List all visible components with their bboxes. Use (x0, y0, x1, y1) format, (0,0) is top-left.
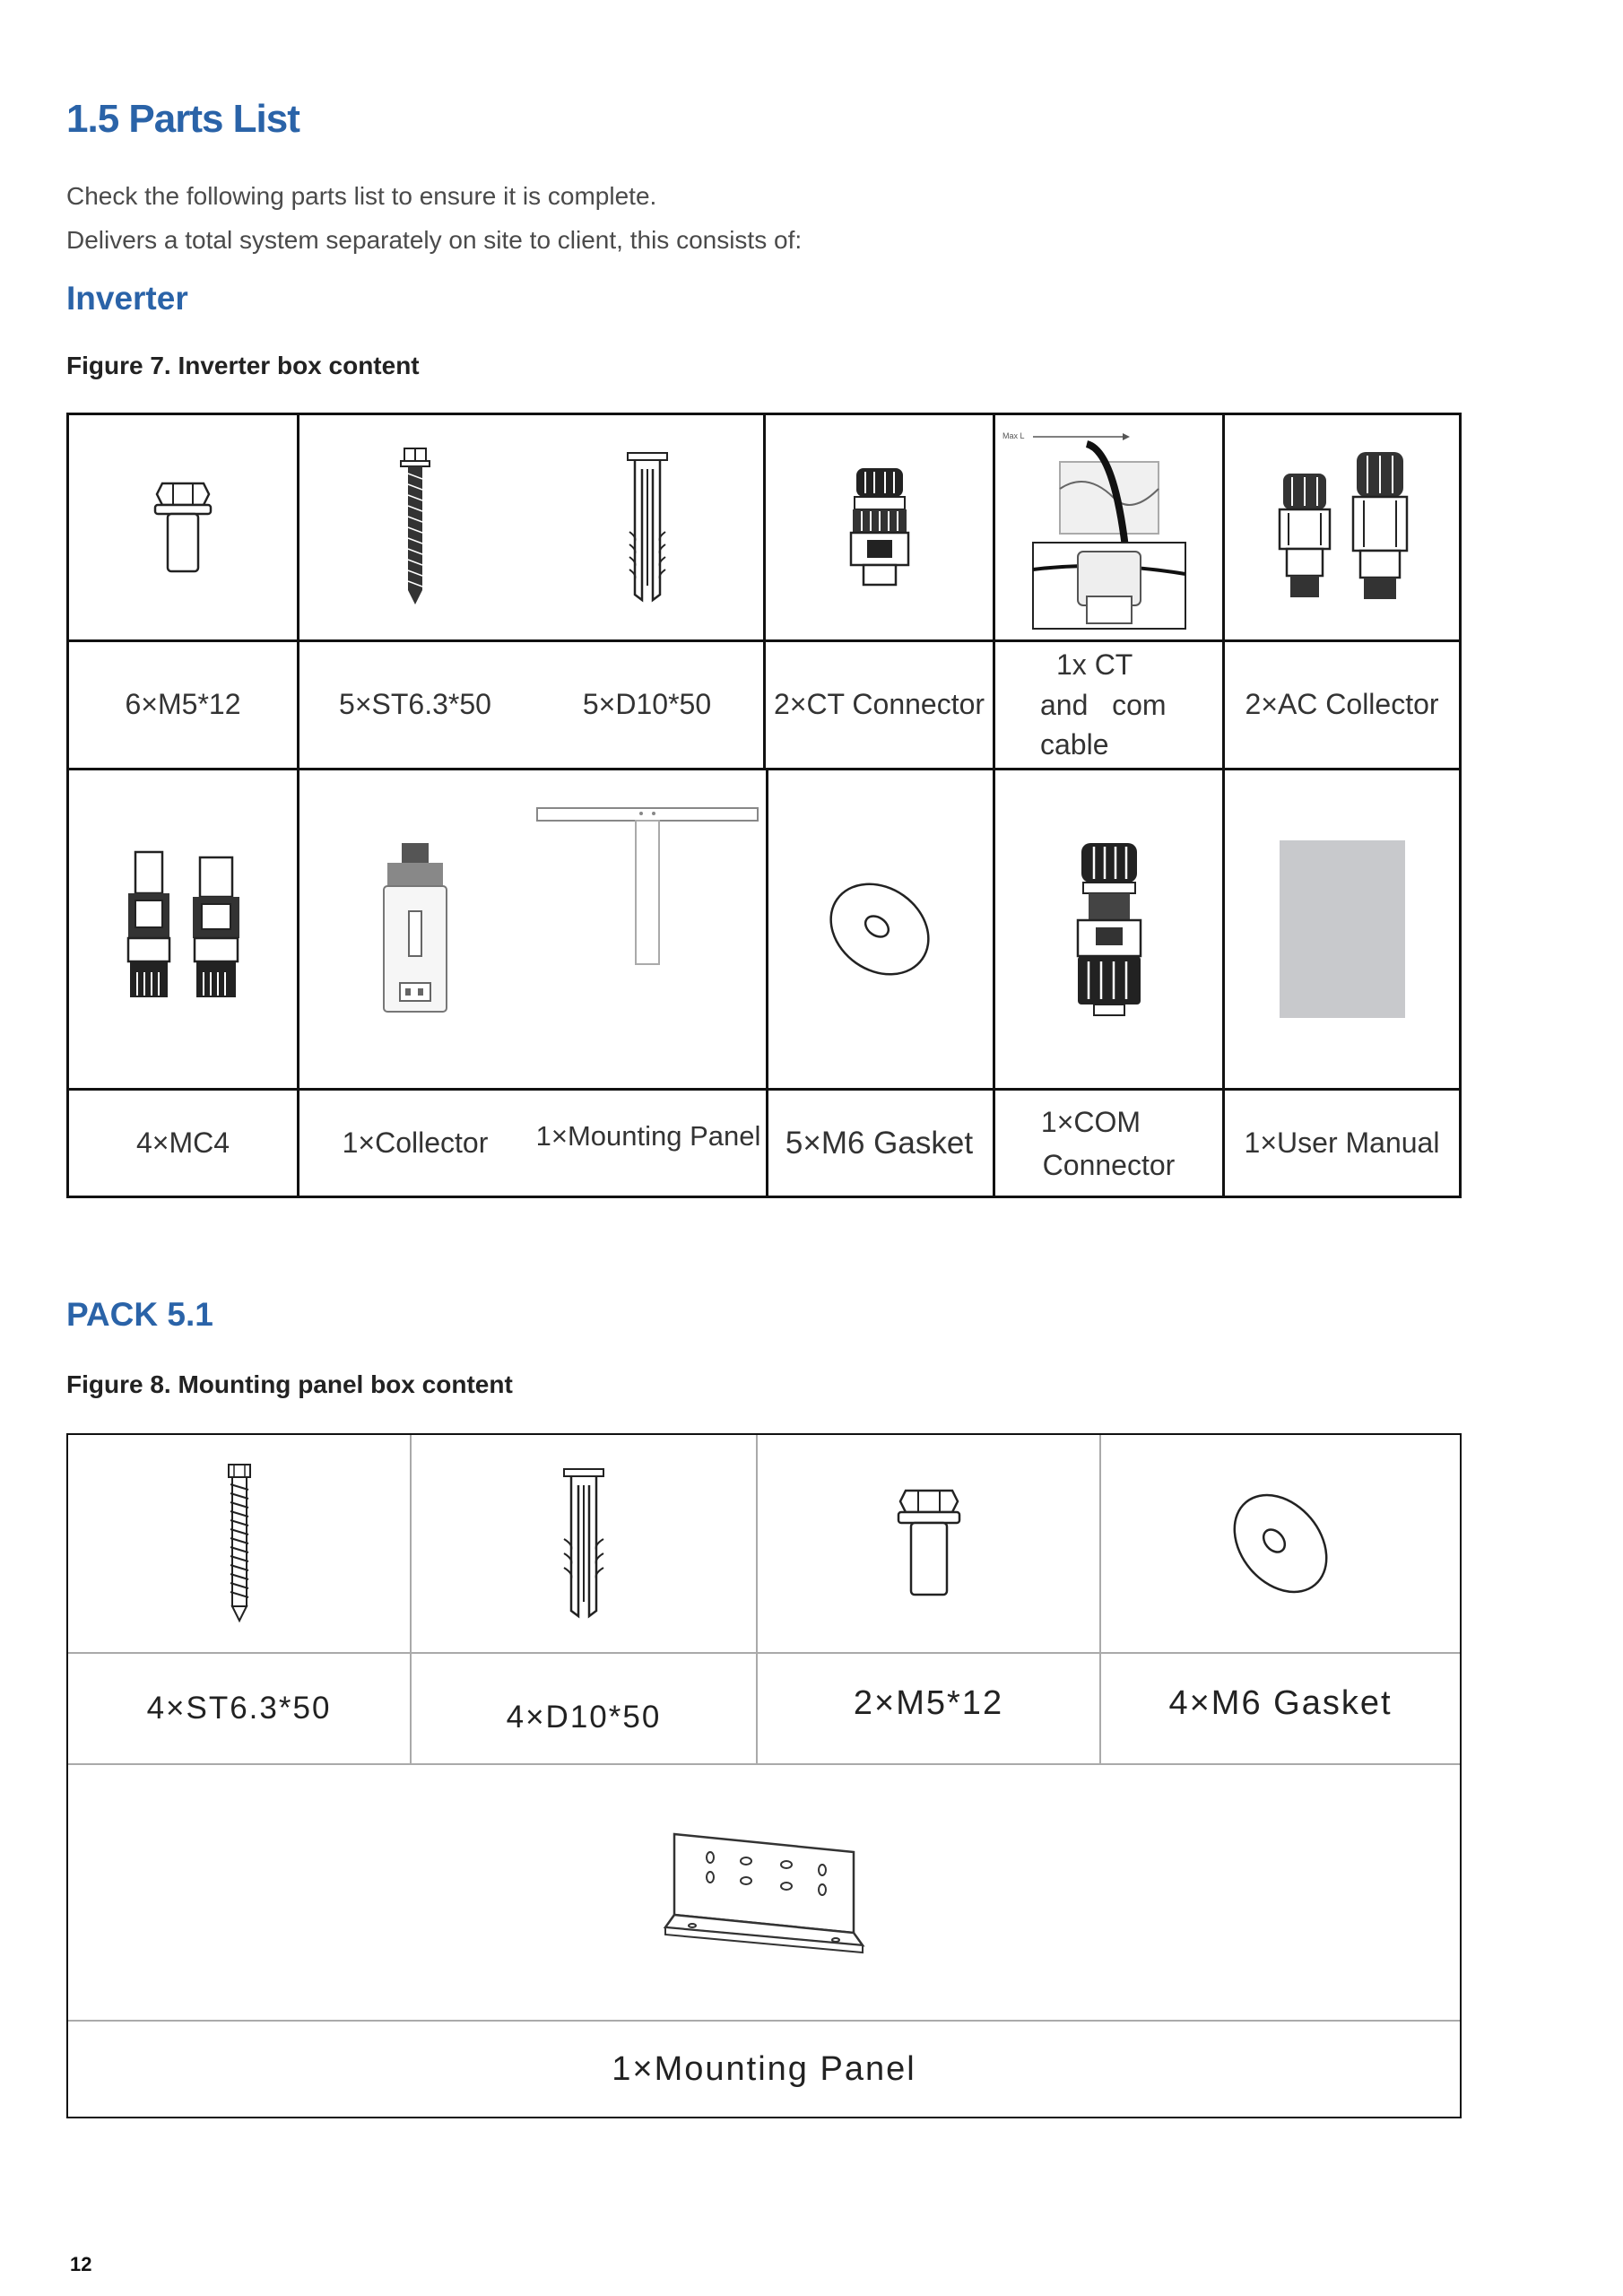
label-ct-com-cable-line-2: and com (1040, 688, 1167, 721)
label-ct-connector: 2×CT Connector (773, 688, 985, 721)
pack-bolt-image (758, 1435, 1099, 1652)
st63-screw-image (299, 415, 531, 639)
label-d10-anchors: 5×D10*50 (582, 688, 712, 721)
mounting-bracket-icon (656, 1825, 872, 1960)
collector-dongle-icon (375, 839, 456, 1019)
ct-connector-image (766, 415, 993, 639)
label-mounting-panel: 1×Mounting Panel (535, 1119, 761, 1152)
ac-connector-pair-icon (1271, 447, 1414, 608)
pack-mounting-panel-image (68, 1765, 1460, 2020)
washer-icon (1222, 1476, 1339, 1611)
intro-line-2: Delivers a total system separately on site to client, this consists of: (66, 226, 803, 254)
com-connector-icon (1069, 839, 1150, 1019)
mounting-panel-box-content-table (66, 1433, 1462, 2118)
ct-com-cable-image (995, 415, 1222, 639)
figure-7-caption: Figure 7. Inverter box content (66, 352, 420, 379)
label-pack-anchors: 4×D10*50 (506, 1700, 662, 1735)
label-com-connector-line-2: Connector (1042, 1148, 1176, 1181)
collector-image (299, 770, 531, 1088)
screw-icon (395, 447, 435, 608)
label-ct-com-cable-line-1: 1x CT (1056, 648, 1133, 681)
label-ct-com-cable (995, 642, 1222, 768)
ct-clamp-icon (997, 417, 1221, 638)
pack-anchor-image (412, 1435, 756, 1652)
label-m6-gasket: 5×M6 Gasket (785, 1125, 974, 1161)
inverter-heading: Inverter (66, 280, 188, 317)
page-number: 12 (70, 2253, 92, 2275)
label-pack-mounting-panel: 1×Mounting Panel (612, 2049, 916, 2088)
max-length-label: Max L (1002, 431, 1025, 440)
user-manual-placeholder (1280, 840, 1405, 1018)
mc4-connector-icon (116, 848, 250, 1010)
wall-anchor-icon (621, 451, 674, 604)
figure-8-caption: Figure 8. Mounting panel box content (66, 1370, 513, 1398)
label-collector: 1×Collector (342, 1126, 489, 1159)
label-ac-collector: 2×AC Collector (1245, 688, 1439, 721)
pack-heading: PACK 5.1 (66, 1296, 213, 1333)
m5-bolt-image (69, 415, 297, 639)
washer-icon (821, 871, 938, 987)
wall-anchor-icon (557, 1467, 611, 1620)
label-com-connector-line-1: 1×COM (1040, 1105, 1141, 1138)
screw-icon (220, 1463, 259, 1624)
section-title: 1.5 Parts List (66, 97, 299, 141)
label-m5-bolts: 6×M5*12 (125, 688, 241, 721)
ac-collector-image (1225, 415, 1459, 639)
label-user-manual: 1×User Manual (1244, 1126, 1440, 1159)
intro-line-1: Check the following parts list to ensure it is complete. (66, 182, 657, 210)
m5-bolt-icon (152, 478, 214, 577)
mc4-image (69, 770, 297, 1088)
ct-connector-icon (844, 465, 916, 590)
user-manual-image (1225, 770, 1459, 1088)
label-com-connector (995, 1091, 1222, 1196)
pack-screw-image (68, 1435, 410, 1652)
pack-gasket-image (1101, 1435, 1460, 1652)
label-pack-gaskets: 4×M6 Gasket (1168, 1683, 1393, 1722)
m6-gasket-image (766, 770, 993, 1088)
label-pack-bolts: 2×M5*12 (853, 1683, 1004, 1722)
com-connector-image (995, 770, 1222, 1088)
label-st63-screws: 5×ST6.3*50 (339, 688, 491, 721)
label-ct-com-cable-line-3: cable (1040, 728, 1109, 761)
m5-bolt-icon (893, 1485, 965, 1602)
inverter-box-content-table (66, 413, 1462, 1198)
label-mc4: 4×MC4 (135, 1126, 230, 1159)
label-pack-screws: 4×ST6.3*50 (146, 1691, 332, 1726)
mounting-panel-image (531, 770, 763, 1088)
d10-anchor-image (531, 415, 763, 639)
mounting-panel-icon (535, 806, 759, 968)
